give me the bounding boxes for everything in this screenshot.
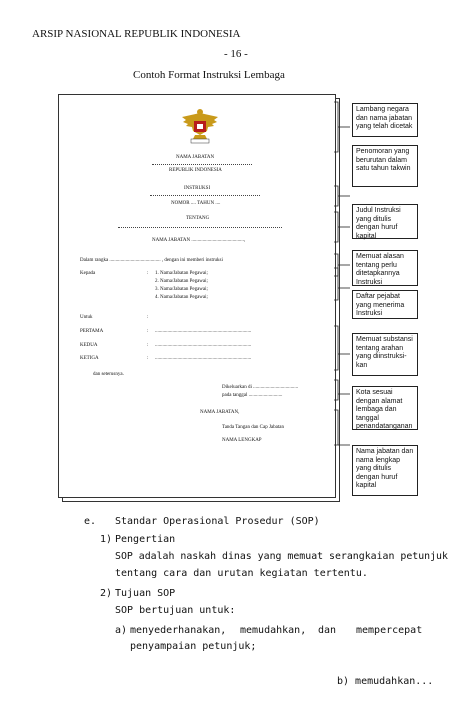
- form-dots: .............................................................................: [155, 329, 252, 334]
- next-page-catchword: b) memudahkan...: [337, 676, 434, 687]
- paragraph-line: penyampaian petunjuk;: [130, 641, 257, 652]
- list-word: memudahkan,: [240, 625, 307, 636]
- section-title: Standar Operasional Prosedur (SOP): [115, 516, 320, 527]
- form-dotted-line: [152, 164, 252, 165]
- subsection-marker: 1): [100, 534, 113, 545]
- form-tentang: TENTANG: [186, 216, 210, 221]
- section-marker: e.: [84, 516, 97, 527]
- form-colon: :: [147, 271, 149, 276]
- form-colon: :: [147, 315, 149, 320]
- form-dots: .............................................................................: [155, 343, 252, 348]
- paragraph-line: SOP bertujuan untuk:: [115, 605, 236, 616]
- form-nomor: NOMOR .... TAHUN ....: [171, 201, 221, 206]
- form-dots: .............................................................................: [155, 356, 252, 361]
- list-word: mempercepat: [356, 625, 423, 636]
- form-kepada-item: 1. Nama/Jabatan Pegawai;: [155, 271, 208, 276]
- form-dan-seterusnya: dan seterusnya.: [93, 372, 124, 377]
- list-word: menyederhanakan,: [130, 625, 227, 636]
- form-colon: :: [147, 356, 149, 361]
- form-colon: :: [147, 329, 149, 334]
- form-untuk: Untuk: [80, 315, 93, 320]
- callout-box: Kota sesuai dengan alamat lembaga dan tanggal penandatanganan: [352, 386, 418, 430]
- form-kedua: KEDUA: [80, 343, 98, 348]
- paragraph-line: tentang cara dan urutan kegiatan tertentu.: [115, 568, 368, 579]
- form-kepada-label: Kepada: [80, 271, 96, 276]
- form-nama-lengkap: NAMA LENGKAP: [222, 438, 262, 443]
- callout-box: Lambang negara dan nama jabatan yang telah dicetak: [352, 103, 418, 137]
- callout-box: Judul Instruksi yang ditulis dengan huruf kapital: [352, 204, 418, 239]
- form-dikeluarkan: Dikeluarkan di ....................................: [222, 385, 299, 390]
- form-kepada-item: 2. Nama/Jabatan Pegawai;: [155, 279, 208, 284]
- form-kepada-item: 3. Nama/Jabatan Pegawai;: [155, 287, 208, 292]
- callout-box: Memuat substansi tentang arahan yang diinstruksi-kan: [352, 333, 418, 376]
- paragraph-line: SOP adalah naskah dinas yang memuat serangkaian petunjuk: [115, 551, 448, 562]
- callout-box: Daftar pejabat yang menerima Instruksi: [352, 290, 418, 319]
- form-nama-jabatan: NAMA JABATAN: [176, 155, 215, 160]
- callout-box: Nama jabatan dan nama lengkap yang ditulis dengan huruf kapital: [352, 445, 418, 496]
- garuda-emblem-icon: [180, 107, 220, 145]
- figure-title: Contoh Format Instruksi Lembaga: [133, 69, 285, 81]
- form-kepada-item: 4. Nama/Jabatan Pegawai;: [155, 295, 208, 300]
- form-republik: REPUBLIK INDONESIA: [169, 168, 222, 173]
- form-instruksi: INSTRUKSI: [184, 186, 211, 191]
- form-colon: :: [147, 343, 149, 348]
- subsection-title: Pengertian: [115, 534, 176, 545]
- list-word: dan: [318, 625, 337, 636]
- form-nama-jabatan-sig: NAMA JABATAN,: [200, 410, 240, 415]
- subsection-marker: 2): [100, 588, 113, 599]
- form-nama-jabatan-line: NAMA JABATAN ..........................................,: [152, 238, 246, 243]
- page-number: - 16 -: [224, 48, 248, 60]
- form-dalam-rangka: Dalam rangka ......................................... , dengan ini memberi instruksi: [80, 258, 223, 263]
- form-tanda-tangan: Tanda Tangan dan Cap Jabatan: [222, 425, 284, 430]
- form-pada-tanggal: pada tanggal ...........................: [222, 393, 283, 398]
- list-marker: a): [115, 625, 128, 636]
- form-pertama: PERTAMA: [80, 329, 104, 334]
- agency-header: ARSIP NASIONAL REPUBLIK INDONESIA: [32, 28, 241, 40]
- form-dotted-line: [150, 195, 260, 196]
- callout-box: Penomoran yang berurutan dalam satu tahun takwin: [352, 145, 418, 187]
- callout-box: Memuat alasan tentang perlu ditetapkannya Instruksi: [352, 250, 418, 286]
- form-ketiga: KETIGA: [80, 356, 99, 361]
- subsection-title: Tujuan SOP: [115, 588, 176, 599]
- form-dotted-line: [118, 227, 282, 228]
